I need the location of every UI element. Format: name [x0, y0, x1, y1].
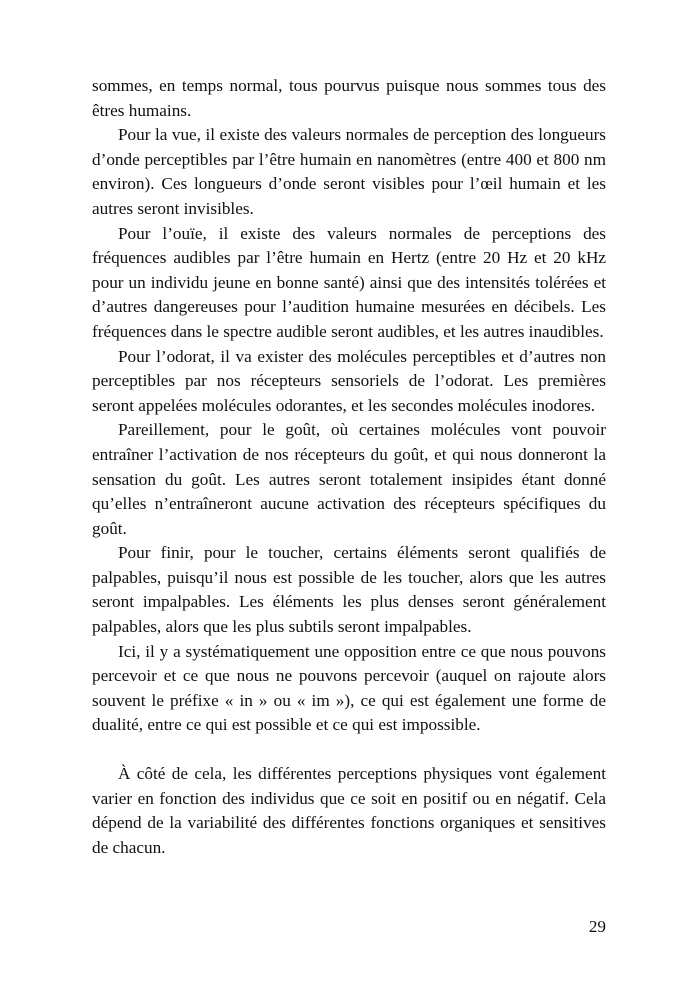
page-number: 29 — [588, 917, 606, 936]
paragraph-vue: Pour la vue, il existe des valeurs normales de perception des longueurs d’onde perceptibles par l’être humain en nanomètres (entre 400 et 800 nm environ). Ces longueurs d’onde seront visibles pour l’œil humain et les autres seront invisibles. — [92, 125, 606, 218]
paragraph-odorat: Pour l’odorat, il va exister des molécules perceptibles et d’autres non perceptibles par nos récepteurs sensoriels de l’odorat. Les premières seront appelées molécules odorantes, et les secondes molécules inodores. — [92, 346, 606, 415]
paragraph-ouie: Pour l’ouïe, il existe des valeurs normales de perceptions des fréquences audibles par l’être humain en Hertz (entre 20 Hz et 20 kHz pour un individu jeune en bonne santé) ainsi que des intensités tolérées et d’autres dangereuses pour l’audition humaine mesurées en décibels. Les fréquences dans le spectre audible seront audibles, et les autres inaudibles. — [92, 223, 606, 341]
paragraph-variabilite: À côté de cela, les différentes perceptions physiques vont également varier en fonction des individus que ce soit en positif ou en négatif. Cela dépend de la variabilité des différentes fonctions organiques et sensitives de chacun. — [92, 764, 606, 857]
page-body — [92, 74, 606, 860]
paragraph-opposition: Ici, il y a systématiquement une opposition entre ce que nous pouvons percevoir et ce que nous ne pouvons percevoir (auquel on rajoute alors souvent le préfixe « in » ou « im »), ce qui est également une forme de dualité, entre ce qui est possible et ce qui est impossible. — [92, 641, 606, 735]
paragraph-toucher: Pour finir, pour le toucher, certains éléments seront qualifiés de palpables, puisqu’il nous est possible de les toucher, alors que les autres seront impalpables. Les éléments les plus denses seront généralement palpables, alors que les plus subtils seront impalpables. — [92, 543, 606, 637]
paragraph-continuation: sommes, en temps normal, tous pourvus puisque nous sommes tous des êtres humains. — [92, 76, 606, 120]
paragraph-gout: Pareillement, pour le goût, où certaines molécules vont pouvoir entraîner l’activation de nos récepteurs du goût, et qui nous donneront la sensation du goût. Les autres seront totalement insipides étant donné qu’elles n’entraîneront aucune activation des récepteurs spécifiques du goût. — [92, 420, 606, 538]
